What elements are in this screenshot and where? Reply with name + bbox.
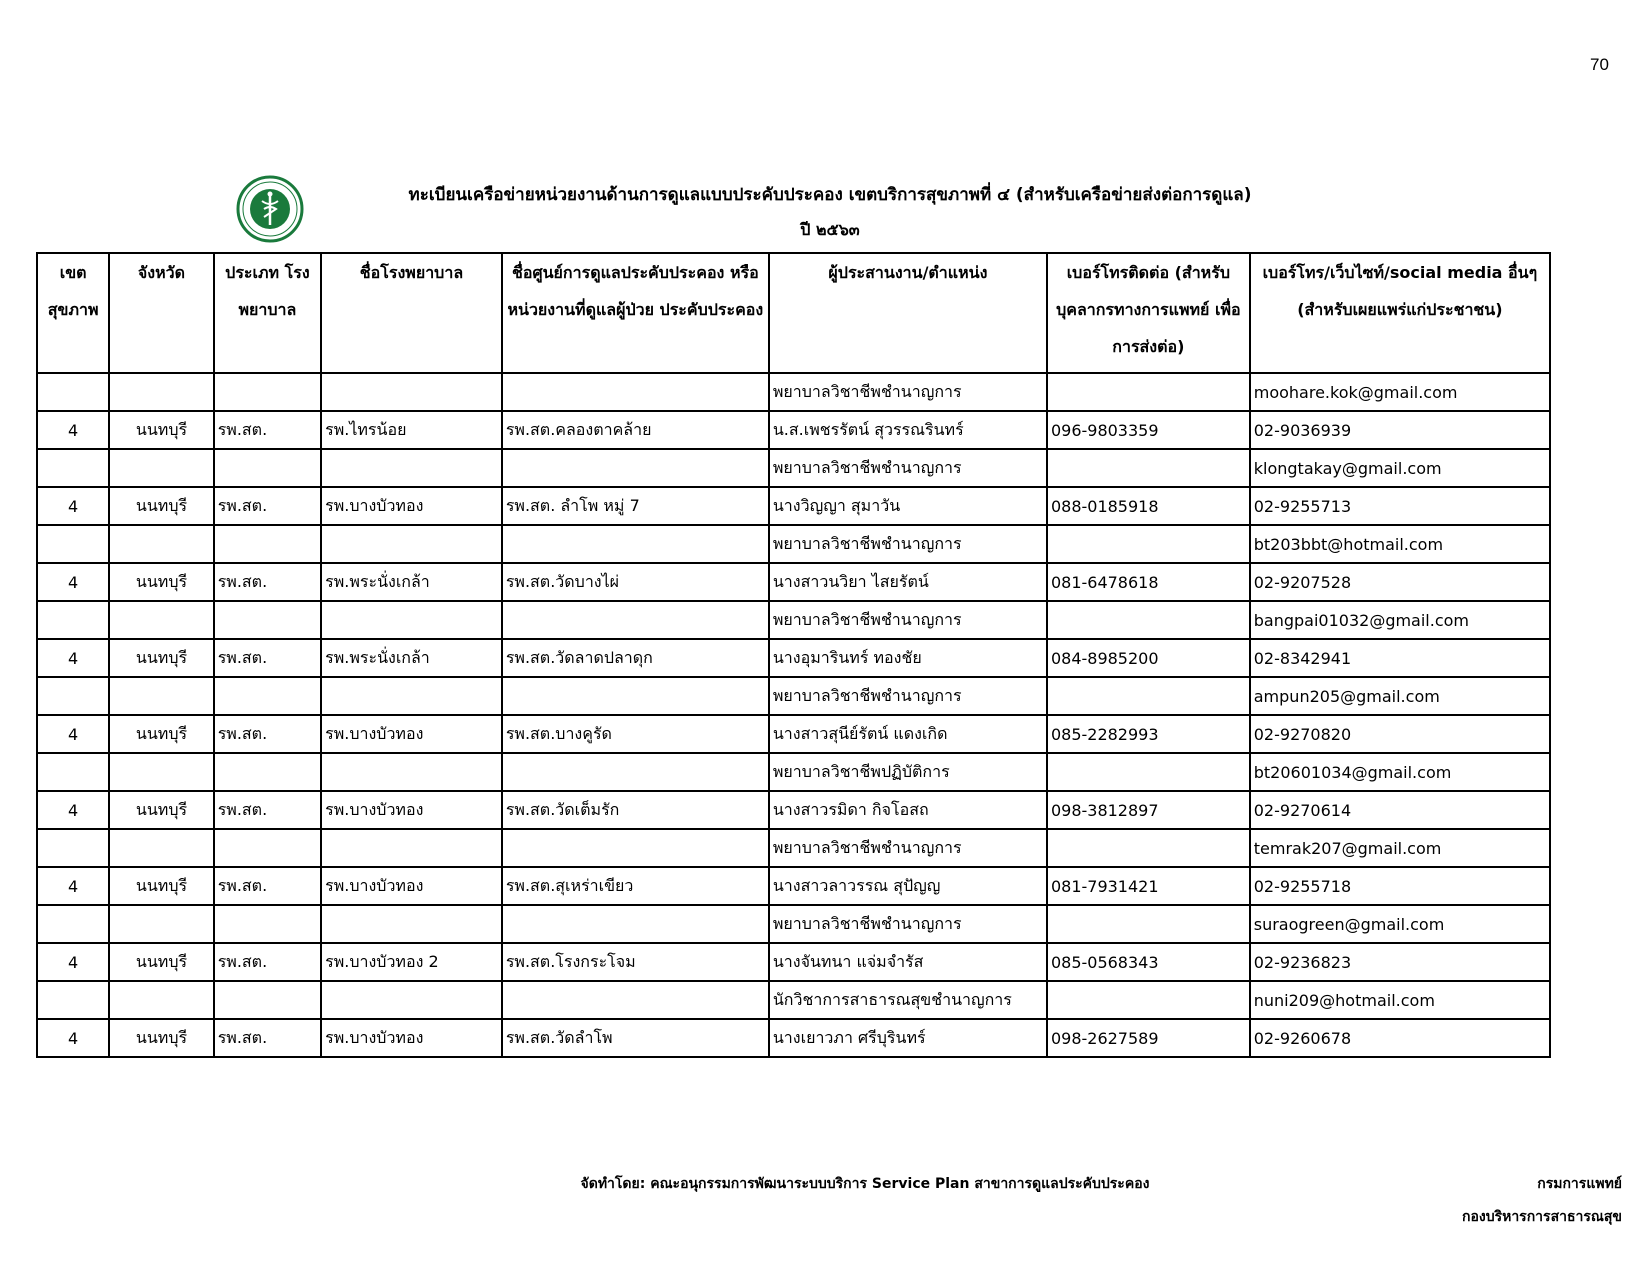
cell-phone: 085-2282993: [1047, 715, 1250, 753]
cell-prov: [109, 829, 213, 867]
cell-hospital: รพ.บางบัวทอง: [321, 715, 502, 753]
cell-center: รพ.สต.วัดลำโพ: [502, 1019, 769, 1057]
cell-coordinator: นักวิชาการสาธารณสุขชำนาญการ: [769, 981, 1047, 1019]
cell-hospital: [321, 981, 502, 1019]
cell-center: รพ.สต.วัดเต็มรัก: [502, 791, 769, 829]
cell-hospital: [321, 905, 502, 943]
cell-zone: 4: [37, 563, 109, 601]
cell-coordinator: นางสาวรมิดา กิจโอสถ: [769, 791, 1047, 829]
cell-coordinator: น.ส.เพชรรัตน์ สุวรรณรินทร์: [769, 411, 1047, 449]
cell-type: [214, 829, 321, 867]
cell-type: [214, 525, 321, 563]
cell-phone: 084-8985200: [1047, 639, 1250, 677]
cell-contact: klongtakay@gmail.com: [1250, 449, 1550, 487]
cell-prov: [109, 525, 213, 563]
cell-coordinator: พยาบาลวิชาชีพปฏิบัติการ: [769, 753, 1047, 791]
cell-zone: 4: [37, 1019, 109, 1057]
cell-prov: นนทบุรี: [109, 411, 213, 449]
cell-phone: [1047, 753, 1250, 791]
cell-prov: นนทบุรี: [109, 639, 213, 677]
table-row: [37, 943, 1550, 981]
cell-center: รพ.สต.โรงกระโจม: [502, 943, 769, 981]
cell-zone: 4: [37, 411, 109, 449]
cell-prov: นนทบุรี: [109, 867, 213, 905]
cell-type: รพ.สต.: [214, 943, 321, 981]
cell-phone: 081-7931421: [1047, 867, 1250, 905]
cell-center: รพ.สต.วัดลาดปลาดุก: [502, 639, 769, 677]
cell-center: รพ.สต.บางคูรัด: [502, 715, 769, 753]
table-row: [37, 639, 1550, 677]
cell-zone: 4: [37, 715, 109, 753]
cell-contact: temrak207@gmail.com: [1250, 829, 1550, 867]
cell-prov: นนทบุรี: [109, 1019, 213, 1057]
cell-zone: [37, 753, 109, 791]
page-number: 70: [1590, 55, 1609, 74]
cell-contact: bt20601034@gmail.com: [1250, 753, 1550, 791]
cell-type: [214, 601, 321, 639]
col-header-center-name: ชื่อศูนย์การดูแลประคับประคอง หรือ หน่วยงานที่ดูแลผู้ป่วย ประคับประคอง: [502, 253, 769, 373]
cell-zone: [37, 677, 109, 715]
cell-center: [502, 449, 769, 487]
cell-zone: [37, 981, 109, 1019]
col-header-coordinator: ผู้ประสานงาน/ตำแหน่ง: [769, 253, 1047, 373]
cell-hospital: รพ.พระนั่งเกล้า: [321, 563, 502, 601]
cell-hospital: รพ.บางบัวทอง: [321, 1019, 502, 1057]
cell-phone: 096-9803359: [1047, 411, 1250, 449]
cell-type: รพ.สต.: [214, 563, 321, 601]
cell-type: [214, 753, 321, 791]
cell-coordinator: พยาบาลวิชาชีพชำนาญการ: [769, 829, 1047, 867]
cell-prov: [109, 373, 213, 411]
cell-prov: [109, 981, 213, 1019]
cell-prov: [109, 449, 213, 487]
cell-zone: 4: [37, 943, 109, 981]
cell-center: [502, 981, 769, 1019]
registry-table: [36, 252, 1551, 1058]
table-row: [37, 677, 1550, 715]
cell-center: [502, 525, 769, 563]
cell-hospital: [321, 373, 502, 411]
col-header-zone: เขต สุขภาพ: [37, 253, 109, 373]
cell-contact: 02-9255718: [1250, 867, 1550, 905]
table-row: [37, 905, 1550, 943]
cell-prov: นนทบุรี: [109, 715, 213, 753]
cell-contact: 02-9255713: [1250, 487, 1550, 525]
page-subtitle-year: ปี ๒๕๖๓: [800, 220, 860, 239]
cell-type: [214, 449, 321, 487]
cell-hospital: รพ.ไทรน้อย: [321, 411, 502, 449]
cell-coordinator: พยาบาลวิชาชีพชำนาญการ: [769, 905, 1047, 943]
cell-prov: นนทบุรี: [109, 943, 213, 981]
cell-zone: 4: [37, 867, 109, 905]
cell-contact: 02-9260678: [1250, 1019, 1550, 1057]
cell-zone: [37, 601, 109, 639]
cell-coordinator: พยาบาลวิชาชีพชำนาญการ: [769, 601, 1047, 639]
cell-phone: 085-0568343: [1047, 943, 1250, 981]
cell-contact: 02-9270820: [1250, 715, 1550, 753]
cell-zone: [37, 449, 109, 487]
cell-phone: [1047, 449, 1250, 487]
footer-department: กรมการแพทย์: [1537, 1176, 1622, 1192]
cell-hospital: [321, 829, 502, 867]
cell-center: รพ.สต.สุเหร่าเขียว: [502, 867, 769, 905]
cell-phone: 088-0185918: [1047, 487, 1250, 525]
cell-prov: [109, 905, 213, 943]
cell-center: รพ.สต. ลำโพ หมู่ 7: [502, 487, 769, 525]
cell-prov: นนทบุรี: [109, 563, 213, 601]
cell-center: [502, 677, 769, 715]
col-header-public-contact: เบอร์โทร/เว็บไซท์/social media อื่นๆ (สำหรับเผยแพร่แก่ประชาชน): [1250, 253, 1550, 373]
cell-prov: นนทบุรี: [109, 791, 213, 829]
table-row: [37, 715, 1550, 753]
cell-prov: [109, 753, 213, 791]
cell-prov: นนทบุรี: [109, 487, 213, 525]
cell-contact: 02-8342941: [1250, 639, 1550, 677]
cell-contact: moohare.kok@gmail.com: [1250, 373, 1550, 411]
cell-zone: [37, 829, 109, 867]
page-title: ทะเบียนเครือข่ายหน่วยงานด้านการดูแลแบบประคับประคอง เขตบริการสุขภาพที่ ๔ (สำหรับเครือข่ายส่งต่อการดูแล): [408, 185, 1252, 205]
cell-hospital: [321, 601, 502, 639]
cell-type: [214, 373, 321, 411]
cell-phone: [1047, 905, 1250, 943]
cell-coordinator: นางเยาวภา ศรีบุรินทร์: [769, 1019, 1047, 1057]
table-row: [37, 411, 1550, 449]
cell-zone: [37, 373, 109, 411]
footer-division: กองบริหารการสาธารณสุข: [1461, 1209, 1622, 1225]
cell-contact: ampun205@gmail.com: [1250, 677, 1550, 715]
cell-contact: bt203bbt@hotmail.com: [1250, 525, 1550, 563]
footer-prepared-by: จัดทำโดย: คณะอนุกรรมการพัฒนาระบบบริการ Service Plan สาขาการดูแลประคับประคอง: [580, 1176, 1150, 1192]
cell-hospital: รพ.บางบัวทอง: [321, 791, 502, 829]
cell-center: [502, 829, 769, 867]
cell-contact: nuni209@hotmail.com: [1250, 981, 1550, 1019]
cell-zone: [37, 525, 109, 563]
cell-type: รพ.สต.: [214, 411, 321, 449]
cell-type: [214, 905, 321, 943]
cell-hospital: [321, 677, 502, 715]
cell-phone: [1047, 525, 1250, 563]
col-header-hospital-type: ประเภท โรงพยาบาล: [214, 253, 321, 373]
table-row: [37, 601, 1550, 639]
table-row: [37, 981, 1550, 1019]
cell-hospital: [321, 753, 502, 791]
cell-center: [502, 601, 769, 639]
table-header-row: [37, 253, 1550, 373]
cell-coordinator: นางจันทนา แจ่มจำรัส: [769, 943, 1047, 981]
cell-phone: [1047, 829, 1250, 867]
cell-phone: [1047, 373, 1250, 411]
cell-hospital: รพ.บางบัวทอง 2: [321, 943, 502, 981]
cell-type: [214, 981, 321, 1019]
col-header-province: จังหวัด: [109, 253, 213, 373]
cell-center: [502, 905, 769, 943]
table-row: [37, 1019, 1550, 1057]
cell-prov: [109, 601, 213, 639]
table-row: [37, 525, 1550, 563]
cell-center: รพ.สต.วัดบางไผ่: [502, 563, 769, 601]
table-row: [37, 791, 1550, 829]
cell-coordinator: นางสาวนวิยา ไสยรัตน์: [769, 563, 1047, 601]
cell-type: รพ.สต.: [214, 487, 321, 525]
cell-contact: suraogreen@gmail.com: [1250, 905, 1550, 943]
cell-zone: [37, 905, 109, 943]
cell-phone: [1047, 601, 1250, 639]
cell-prov: [109, 677, 213, 715]
cell-phone: [1047, 677, 1250, 715]
cell-center: รพ.สต.คลองตาคล้าย: [502, 411, 769, 449]
cell-center: [502, 753, 769, 791]
cell-contact: 02-9270614: [1250, 791, 1550, 829]
cell-type: รพ.สต.: [214, 715, 321, 753]
cell-hospital: รพ.พระนั่งเกล้า: [321, 639, 502, 677]
cell-zone: 4: [37, 487, 109, 525]
cell-coordinator: พยาบาลวิชาชีพชำนาญการ: [769, 525, 1047, 563]
table-row: [37, 563, 1550, 601]
table-row: [37, 829, 1550, 867]
cell-phone: 098-2627589: [1047, 1019, 1250, 1057]
col-header-referral-phone: เบอร์โทรติดต่อ (สำหรับ บุคลากรทางการแพทย์ เพื่อการส่งต่อ): [1047, 253, 1250, 373]
cell-hospital: รพ.บางบัวทอง: [321, 867, 502, 905]
cell-type: รพ.สต.: [214, 639, 321, 677]
cell-coordinator: นางวิญญา สุมาวัน: [769, 487, 1047, 525]
cell-coordinator: พยาบาลวิชาชีพชำนาญการ: [769, 373, 1047, 411]
cell-coordinator: พยาบาลวิชาชีพชำนาญการ: [769, 677, 1047, 715]
table-row: [37, 373, 1550, 411]
col-header-hospital-name: ชื่อโรงพยาบาล: [321, 253, 502, 373]
cell-type: รพ.สต.: [214, 867, 321, 905]
table-row: [37, 449, 1550, 487]
cell-contact: 02-9036939: [1250, 411, 1550, 449]
cell-zone: 4: [37, 639, 109, 677]
cell-zone: 4: [37, 791, 109, 829]
cell-contact: bangpai01032@gmail.com: [1250, 601, 1550, 639]
cell-phone: [1047, 981, 1250, 1019]
cell-type: [214, 677, 321, 715]
ministry-seal-icon: [236, 175, 304, 243]
cell-type: รพ.สต.: [214, 1019, 321, 1057]
cell-phone: 098-3812897: [1047, 791, 1250, 829]
table-row: [37, 753, 1550, 791]
cell-hospital: [321, 525, 502, 563]
cell-contact: 02-9236823: [1250, 943, 1550, 981]
cell-coordinator: พยาบาลวิชาชีพชำนาญการ: [769, 449, 1047, 487]
cell-hospital: รพ.บางบัวทอง: [321, 487, 502, 525]
cell-coordinator: นางอุมารินทร์ ทองชัย: [769, 639, 1047, 677]
cell-type: รพ.สต.: [214, 791, 321, 829]
cell-coordinator: นางสาวสุนีย์รัตน์ แดงเกิด: [769, 715, 1047, 753]
cell-center: [502, 373, 769, 411]
table-row: [37, 867, 1550, 905]
table-row: [37, 487, 1550, 525]
cell-phone: 081-6478618: [1047, 563, 1250, 601]
cell-contact: 02-9207528: [1250, 563, 1550, 601]
cell-hospital: [321, 449, 502, 487]
cell-coordinator: นางสาวลาวรรณ สุปัญญ: [769, 867, 1047, 905]
